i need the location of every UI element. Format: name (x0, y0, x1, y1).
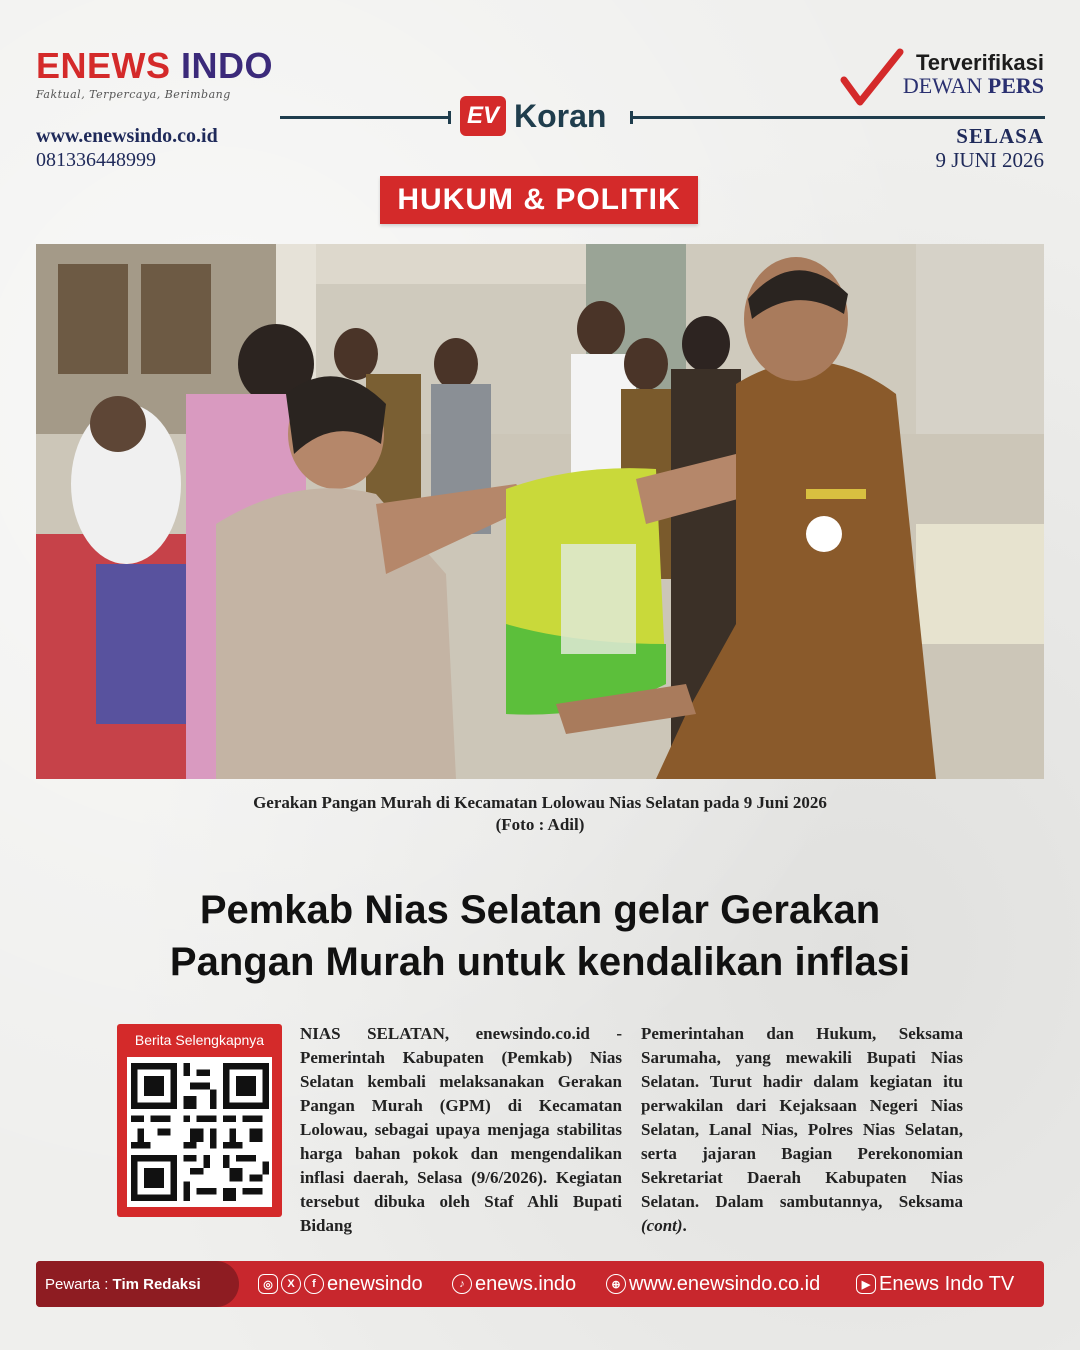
verified-subtitle (903, 74, 1044, 98)
brand-logo (36, 45, 274, 101)
footer-website[interactable]: www.enewsindo.co.id (629, 1272, 821, 1295)
rule-endcap-left (448, 111, 451, 124)
qr-code-graphic (131, 1063, 269, 1201)
instagram-icon[interactable]: ◎ (258, 1274, 278, 1294)
verified-sub-pers: PERS (987, 73, 1044, 98)
verification-badge (903, 52, 1044, 98)
youtube-link[interactable] (856, 1273, 1014, 1296)
tiktok-icon[interactable]: ♪ (452, 1274, 472, 1294)
headline-line-2: Pangan Murah untuk kendalikan inflasi (169, 940, 911, 984)
article-headline (36, 884, 1044, 988)
brand-name (36, 45, 274, 86)
tiktok-handle[interactable]: enews.indo (475, 1272, 577, 1295)
article-column-2 (641, 1022, 963, 1238)
social-handle-group[interactable] (258, 1273, 423, 1296)
brand-name-enews: ENEWS (36, 45, 171, 86)
issue-day: SELASA (956, 124, 1044, 148)
masthead-rule-right (630, 116, 1045, 119)
x-twitter-icon[interactable]: X (281, 1274, 301, 1294)
verified-sub-dewan: DEWAN (902, 73, 983, 98)
article-column-2-text: Pemerintahan dan Hukum, Seksama Sarumaha, yang mewakili Bupati Nias Selatan. Turut hadir dalam kegiatan itu perwakilan dari Kejaksaan Negeri Nias Selatan, Lanal Nias, Polres Nias Selatan, serta jajaran Bagian Perekonomian Sekretariat Daerah Kabupaten Nias Selatan. Dalam sambutannya, Seksama (641, 1024, 963, 1211)
photo-credit: (Foto : Adil) (495, 815, 585, 835)
photo-illustration (36, 244, 1044, 779)
article-column-2-end: . (682, 1216, 687, 1235)
issue-date-text: 9 JUNI 2026 (935, 148, 1044, 173)
brand-tagline: Faktual, Terpercaya, Berimbang (36, 88, 231, 101)
youtube-icon[interactable]: ▶ (856, 1274, 876, 1294)
brand-name-indo: INDO (181, 45, 274, 86)
youtube-channel[interactable]: Enews Indo TV (879, 1272, 1015, 1295)
article-photo (36, 244, 1044, 779)
reporter-name: Tim Redaksi (112, 1275, 201, 1293)
website-link[interactable]: www.enewsindo.co.id (36, 125, 218, 147)
social-handle[interactable]: enewsindo (327, 1272, 423, 1295)
photo-caption-line: Gerakan Pangan Murah di Kecamatan Lolowau Nias Selatan pada 9 Juni 2026 (253, 793, 827, 812)
article-column-1: NIAS SELATAN, enewsindo.co.id - Pemerintah Kabupaten (Pemkab) Nias Selatan kembali melaksanakan Gerakan Pangan Murah (GPM) di Kecamatan Lolowau, sebagai upaya menjaga stabilitas harga bahan pokok dan mengendalikan inflasi daerah, Selasa (9/6/2026). Kegiatan tersebut dibuka oleh Staf Ahli Bupati Bidang (300, 1024, 622, 1235)
issue-date (936, 124, 1045, 172)
globe-icon[interactable]: ⊕ (606, 1274, 626, 1294)
phone-number: 081336448999 (36, 149, 156, 171)
qr-code-icon[interactable] (127, 1057, 272, 1207)
qr-title: Berita Selengkapnya (134, 1032, 265, 1048)
checkmark-icon (840, 48, 904, 106)
headline-line-1: Pemkab Nias Selatan gelar Gerakan (199, 888, 881, 932)
website-footer-link[interactable] (606, 1273, 820, 1296)
verified-title: Terverifikasi (915, 50, 1044, 75)
masthead-rule-left (280, 116, 450, 119)
edition-name: Koran (514, 97, 607, 134)
facebook-icon[interactable]: f (304, 1274, 324, 1294)
tiktok-link[interactable] (452, 1273, 576, 1296)
continued-marker: (cont) (641, 1216, 683, 1235)
contact-info (36, 124, 218, 172)
edition-label (460, 96, 606, 136)
rule-endcap-right (630, 111, 633, 124)
ev-logo-icon: EV (460, 96, 506, 136)
footer-bar (36, 1261, 1044, 1307)
category-badge: HUKUM & POLITIK (380, 176, 698, 224)
photo-caption (36, 792, 1044, 836)
reporter-credit (36, 1261, 239, 1307)
reporter-label: Pewarta : (45, 1275, 109, 1293)
qr-code-panel[interactable] (117, 1024, 282, 1217)
